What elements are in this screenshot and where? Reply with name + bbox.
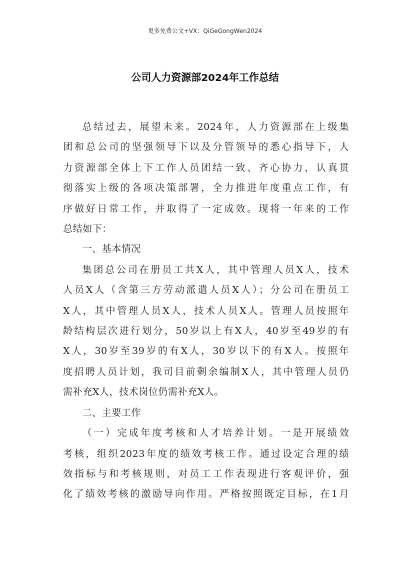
text-line: X人，30岁至39岁的有X人，30岁以下的有X人。按照年: [63, 346, 349, 358]
text-line: X人，其中管理人员X人，技术人员X人。管理人员按照年: [63, 305, 349, 317]
text-line: 团和总公司的坚强领导下以及分管领导的悉心指导下，人: [63, 142, 349, 154]
header-note: 更多免费公文+VX：QiGeGongWen2024: [147, 28, 263, 35]
text-line: 化了绩效考核的激励导向作用。严格按照既定目标，在1月: [63, 489, 349, 501]
text-line: 集团总公司在册员工共X人，其中管理人员X人，技术: [82, 264, 349, 276]
document-body: [63, 118, 349, 506]
text-line: 度招聘人员计划，我司目前剩余编制X人，其中管理人员仍: [63, 366, 349, 378]
text-line: 彻落实上级的各项决策部署，全力推进年度重点工作，有: [63, 183, 349, 195]
text-line: 需补充X人，技术岗位仍需补充X人。: [63, 387, 224, 399]
text-line: 人员X人（含第三方劳动派遣人员X人）；分公司在册员工: [63, 285, 349, 297]
text-line: 力资源部全体上下工作人员团结一致、齐心协力，认真贯: [63, 162, 349, 174]
text-line: 总结过去，展望未来。2024年，人力资源部在上级集: [82, 122, 349, 133]
paragraph-main-work: [63, 424, 349, 506]
text-line: 效指标与和考核规则，对员工工作表现进行客观评价，强: [63, 468, 349, 480]
section-heading-main-work: 二、主要工作: [82, 407, 141, 419]
text-line: 总结如下：: [63, 224, 112, 236]
text-line: （一）完成年度考核和人才培养计划。一是开展绩效: [82, 428, 349, 440]
paragraph-intro: [63, 118, 349, 240]
section-heading-basic: 一、基本情况: [82, 244, 141, 256]
text-line: 考核，组织2023年度的绩效考核工作。通过设定合理的绩: [63, 448, 349, 460]
text-line: 序做好日常工作，并取得了一定成效。现将一年来的工作: [63, 203, 349, 215]
text-line: 龄结构层次进行划分，50岁以上有X人，40岁至49岁的有: [63, 326, 349, 338]
document-title: 公司人力资源部2024年工作总结: [131, 73, 279, 84]
paragraph-basic-info: [63, 261, 349, 404]
